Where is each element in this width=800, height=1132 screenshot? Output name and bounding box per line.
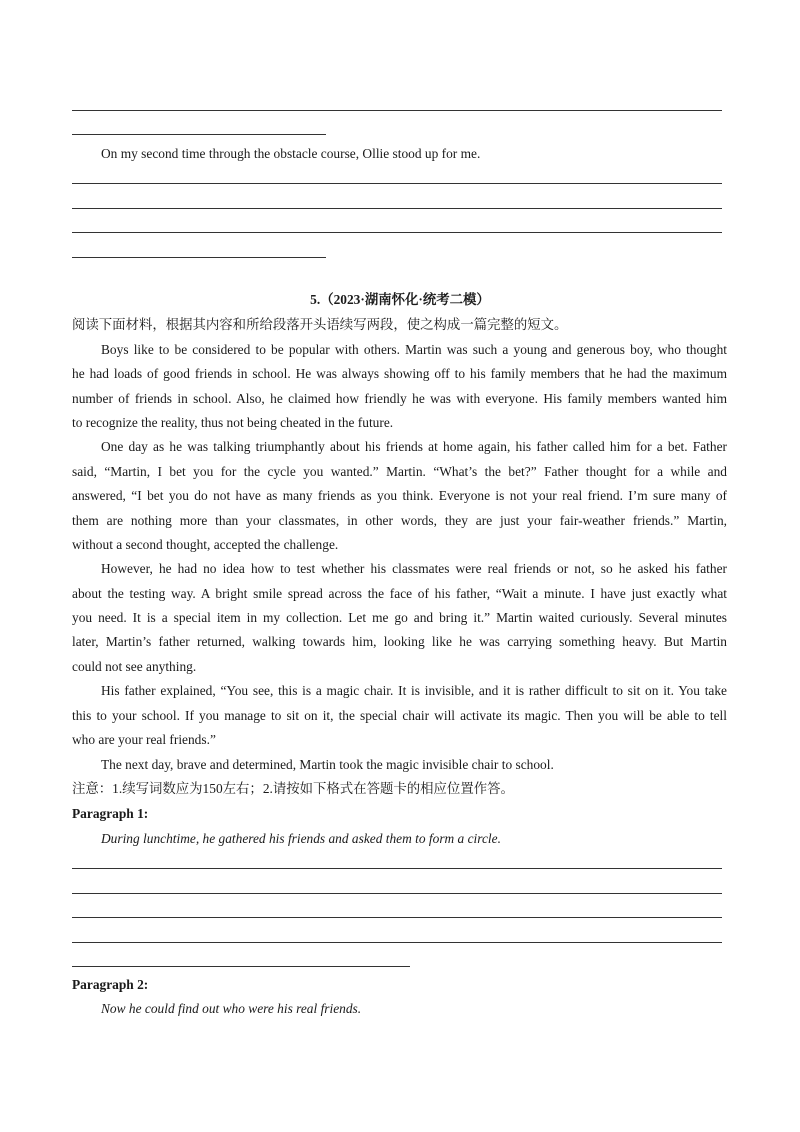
passage-line: them are nothing more than your classmates, in other words, they are just your fair-weather friends.” Martin, [72, 513, 727, 528]
passage-line: said, “Martin, I bet you for the cycle you wanted.” Martin. “What’s the bet?” Father thought for a while and [72, 464, 727, 479]
passage-line: about the testing way. A bright smile spread across the face of his father, “Wait a minute. I have just exactly what [72, 586, 727, 601]
passage-line: he had loads of good friends in school. He was always showing off to his family members that he had the maximum [72, 366, 727, 381]
note: 注意：1.续写词数应为150左右；2.请按如下格式在答题卡的相应位置作答。 [72, 781, 514, 796]
passage-line: One day as he was talking triumphantly about his friends at home again, his father called him for a bet. Father [101, 439, 727, 454]
answer-line [72, 893, 722, 894]
paragraph1-label: Paragraph 1: [72, 806, 149, 821]
passage-line: However, he had no idea how to test whether his classmates were real friends or not, so he asked his father [101, 561, 727, 576]
passage-line: later, Martin’s father returned, walking towards him, looking like he was carrying something heavy. But Martin [72, 634, 727, 649]
passage-line: His father explained, “You see, this is a magic chair. It is invisible, and it is rather difficult to sit on it. You take [101, 683, 727, 698]
passage-line: you need. It is a special item in my collection. Let me go and bring it.” Martin waited curiously. Several minutes [72, 610, 727, 625]
answer-line [72, 232, 722, 233]
passage-line: who are your real friends.” [72, 732, 216, 747]
paragraph2-label: Paragraph 2: [72, 977, 149, 992]
passage-line: Boys like to be considered to be popular with others. Martin was such a young and generous boy, who thought [101, 342, 727, 357]
passage-line: answered, “I bet you do not have as many friends as you think. Everyone is not your real friend. I’m sure many of [72, 488, 727, 503]
answer-line [72, 917, 722, 918]
instruction: 阅读下面材料，根据其内容和所给段落开头语续写两段，使之构成一篇完整的短文。 [72, 317, 568, 332]
passage-line: this to your school. If you manage to sit on it, the special chair will activate its magic. Then you will be able to tell [72, 708, 727, 723]
passage-line: The next day, brave and determined, Martin took the magic invisible chair to school. [101, 757, 554, 772]
passage-line: number of friends in school. Also, he claimed how friendly he was with everyone. His family members wanted him [72, 391, 727, 406]
answer-line-short [72, 966, 410, 967]
answer-line [72, 208, 722, 209]
question-heading: 5.（2023·湖南怀化·统考二模） [310, 292, 490, 307]
answer-line [72, 942, 722, 943]
answer-line-short [72, 257, 326, 258]
paragraph1-start: During lunchtime, he gathered his friends and asked them to form a circle. [101, 831, 501, 846]
passage-line: to recognize the reality, thus not being cheated in the future. [72, 415, 394, 430]
passage-line: without a second thought, accepted the challenge. [72, 537, 339, 552]
paragraph2-start: Now he could find out who were his real friends. [101, 1001, 362, 1016]
answer-line-short [72, 134, 326, 135]
answer-line [72, 183, 722, 184]
passage-line: could not see anything. [72, 659, 197, 674]
answer-line [72, 110, 722, 111]
answer-line [72, 868, 722, 869]
prompt-line: On my second time through the obstacle course, Ollie stood up for me. [101, 146, 481, 161]
